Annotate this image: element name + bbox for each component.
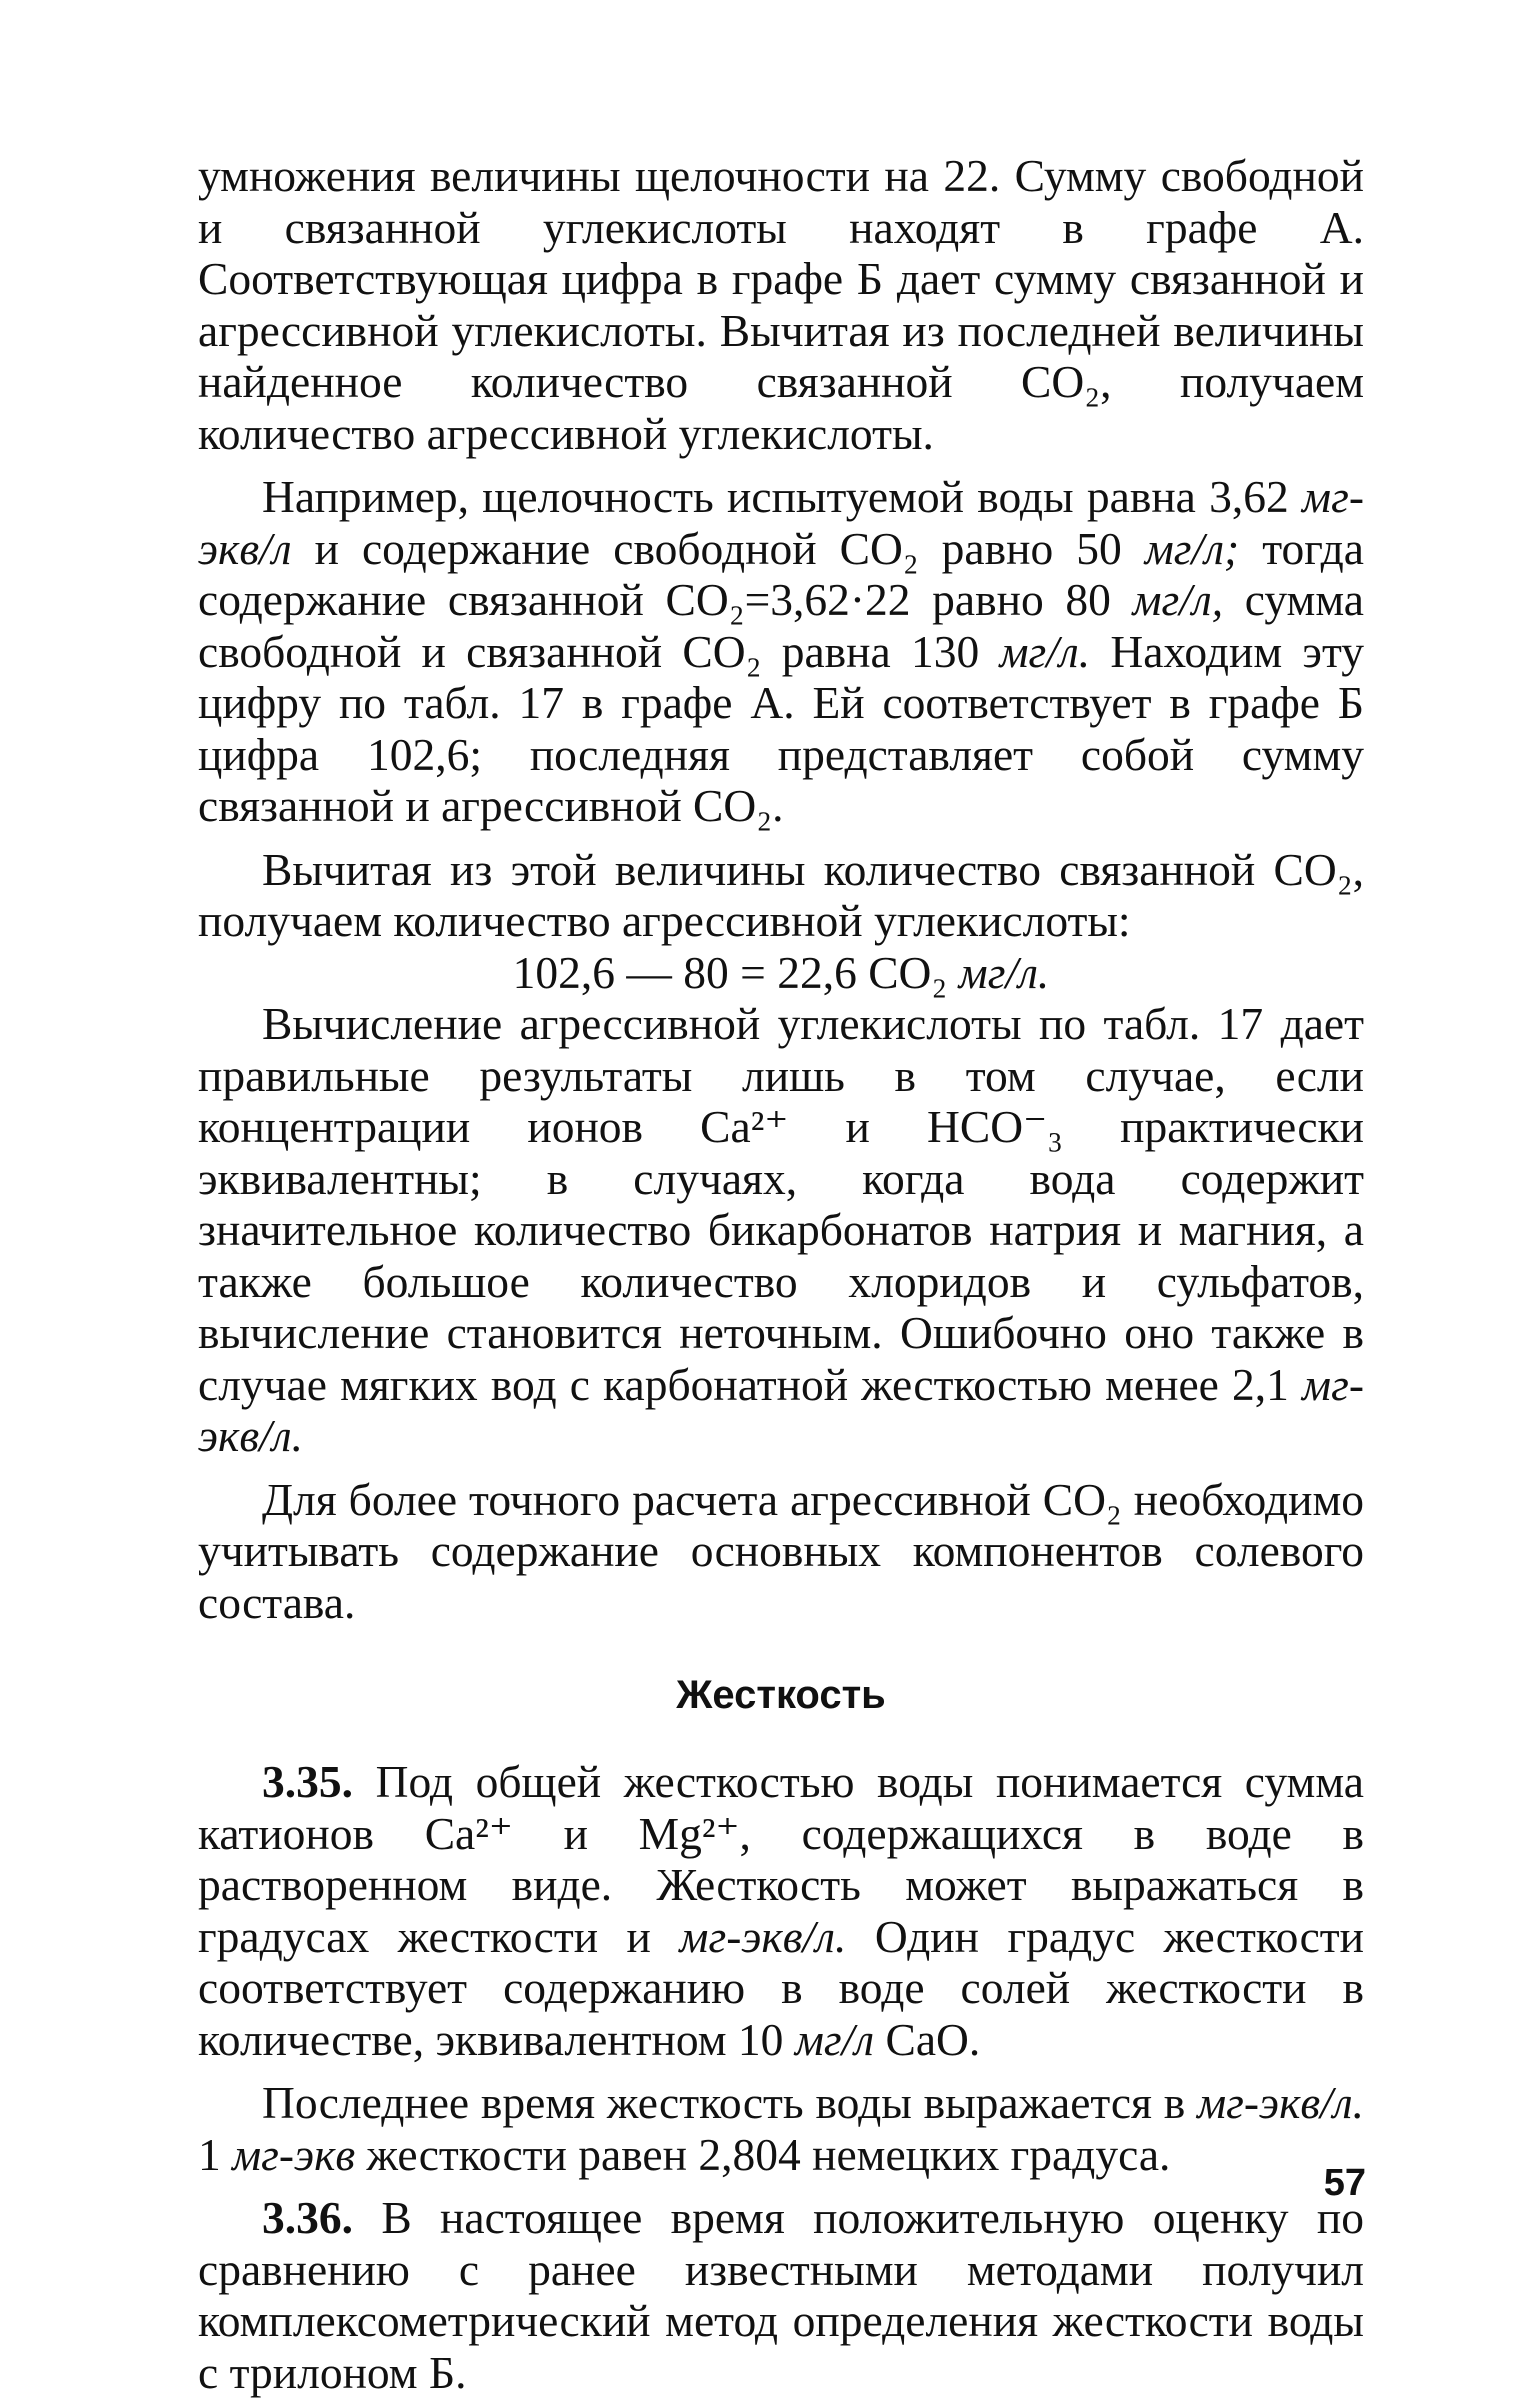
text-run: В настоящее время положительную оценку по сравнению с ранее известными методами получил комплексометрический метод определения жесткости воды с трилоном Б. — [198, 2192, 1364, 2398]
unit-text: мг/л, — [1132, 574, 1224, 625]
clause-number: 3.36. — [262, 2192, 353, 2243]
unit-text: мг-экв/л. — [1197, 2077, 1364, 2128]
page-number: 57 — [1323, 2162, 1366, 2204]
unit-text: мг-экв/л. — [198, 1358, 1364, 1461]
unit-text: мг-экв/л — [198, 471, 1364, 574]
text-run: Находим эту цифру по табл. 17 в графе А. Ей соответствует в графе Б цифра 102,6; последняя представляет собой сумму связанной и агрессивной CO₂. — [198, 625, 1364, 831]
text-run: и содержание свободной CO₂ равно 50 — [291, 522, 1145, 574]
text-run: Вычисление агрессивной углекислоты по табл. 17 дает правильные результаты лишь в том случае, если концентрации ионов Ca²⁺ и HCO⁻₃ практически эквивалентны; в случаях, когда вода содержит значительное количество бикарбонатов натрия и магния, а также большое количество хлоридов и сульфатов, вычисление становится неточным. Ошибочно оно также в случае мягких вод с карбонатной жесткостью менее 2,1 — [198, 998, 1364, 1410]
paragraph-text: Для более точного расчета агрессивной CO₂ необходимо учитывать содержание основных компонентов солевого состава. — [198, 1473, 1364, 1628]
paragraph-3-35 — [198, 1756, 1364, 2065]
text-run: тогда содержание связанной CO₂=3,62·22 равно 80 — [198, 522, 1364, 625]
text-run: CaO. — [874, 2013, 981, 2065]
equation-text: 102,6 — 80 = 22,6 CO₂ — [512, 946, 959, 998]
text-run: Например, щелочность испытуемой воды равна 3,62 — [262, 471, 1303, 522]
paragraph-subtraction — [198, 844, 1364, 947]
paragraph-units — [198, 2077, 1364, 2180]
body-text — [198, 150, 1364, 2398]
text-run: Под общей жесткостью воды понимается сумма катионов Ca²⁺ и Mg²⁺, содержащихся в воде в растворенном виде. Жесткость может выражаться в градусах жесткости и — [198, 1756, 1364, 1962]
unit-text: мг/л; — [1144, 522, 1240, 574]
paragraph-text: умножения величины щелочности на 22. Сумму свободной и связанной углекислоты находят в графе А. Соответствующая цифра в графе Б дает сумму связанной и агрессивной углекислоты. Вычитая из последней величины найденное количество связанной CO₂, получаем количество агрессивной углекислоты. — [198, 150, 1364, 459]
paragraph-3-36 — [198, 2192, 1364, 2398]
unit-text: мг/л — [794, 2013, 875, 2065]
equation — [198, 947, 1364, 999]
unit-text: мг/л. — [999, 625, 1091, 677]
unit-text: мг/л. — [958, 946, 1050, 998]
clause-number: 3.35. — [262, 1756, 353, 1807]
text-run: 1 — [198, 2128, 233, 2180]
paragraph-text: Вычитая из этой величины количество связанной CO₂, получаем количество агрессивной углекислоты: — [198, 843, 1364, 946]
text-run: Последнее время жесткость воды выражается в — [262, 2077, 1198, 2128]
paragraph-example — [198, 471, 1364, 832]
paragraph-calculation-note — [198, 998, 1364, 1462]
unit-text: мг-экв/л. — [679, 1910, 847, 1962]
section-heading: Жесткость — [676, 1673, 886, 1717]
text-run: Один градус жесткости соответствует содержанию в воде солей жесткости в количестве, эквивалентном 10 — [198, 1910, 1364, 2065]
paragraph-precision — [198, 1474, 1364, 1629]
paragraph-continuation — [198, 150, 1364, 459]
unit-text: мг-экв — [232, 2128, 356, 2180]
text-run: жесткости равен 2,804 немецких градуса. — [355, 2128, 1171, 2180]
text-run: сумма свободной и связанной CO₂ равна 130 — [198, 574, 1364, 677]
